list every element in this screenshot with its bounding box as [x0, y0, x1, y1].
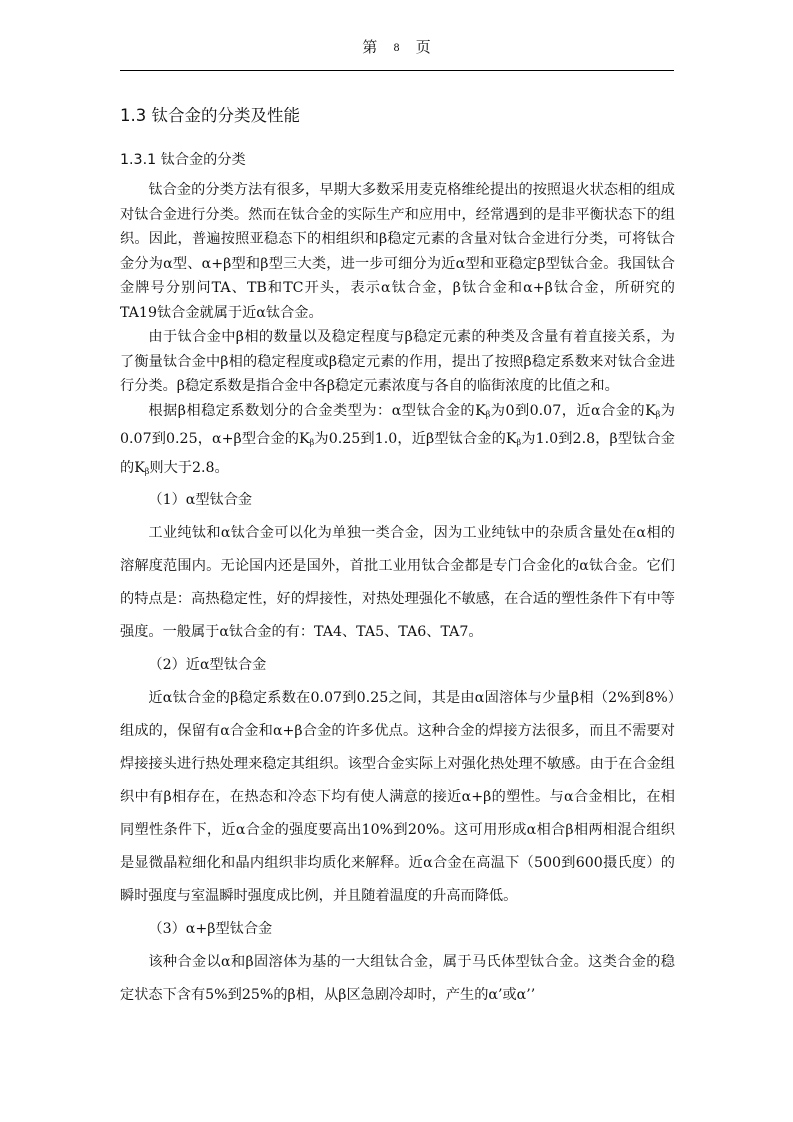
list-item-near-alpha: （2）近α型钛合金 — [148, 657, 267, 673]
subscript-beta: β — [144, 466, 150, 476]
subscript-beta: β — [309, 438, 315, 447]
paragraph-near-alpha-alloy: 近α钛合金的β稳定系数在0.07到0.25之间，其是由α固溶体与少量β相（2%到8%）组成的，保留有α合金和α+β合金的许多优点。这种合金的焊接方法很多，而且不需要对焊接接头进行热处理来稳定其组织。该型合金实际上对强化热处理不敏感。由于在合金组织中有β相存在，在热态和冷态下均有使人满意的接近α+β的塑性。与α合金相比，在相同塑性条件下，近α合金的强度要高出10%到20%。这可用形成α相合β相两相混合组织是显微晶粒细化和晶内组织非均质化来解释。近α合金在高温下（500到600摄氏度）的瞬时强度与室温瞬时强度成比例，并且随着温度的升高而降低。 — [120, 690, 675, 904]
paragraph-alpha-alloy: 工业纯钛和α钛合金可以化为单独一类合金，因为工业纯钛中的杂质含量处在α相的溶解度范围内。无论国内还是国外，首批工业用钛合金都是专门合金化的α钛合金。它们的特点是：高热稳定性，好的焊接性，对热处理强化不敏感，在合适的塑性条件下有中等强度。一般属于α钛合金的有：TA4、TA5、TA6、TA7。 — [120, 525, 675, 640]
text-segment: 为0.07到0.25，α+β型合金的K — [120, 402, 675, 447]
list-item-alpha-beta: （3）α+β型钛合金 — [148, 921, 273, 937]
subscript-beta: β — [516, 438, 522, 447]
paragraph-alpha-beta-alloy: 该种合金以α和β固溶体为基的一大组钛合金，属于马氏体型钛合金。这类合金的稳定状态下含有5%到25%的β相，从β区急剧冷却时，产生的α’或α’’ — [120, 954, 675, 1003]
paragraph-alloy-types — [120, 399, 675, 485]
header-right: 页 — [415, 38, 431, 56]
body-content — [120, 104, 675, 1012]
paragraph-beta-stability: 由于钛合金中β相的数量以及稳定程度与β稳定元素的种类及含量有着直接关系，为了衡量钛合金中β相的稳定程度或β稳定元素的作用，提出了按照β稳定系数来对钛合金进行分类。β稳定系数是指合金中各β稳定元素浓度与各自的临街浓度的比值之和。 — [120, 329, 675, 394]
text-segment: 则大于2.8。 — [149, 459, 229, 476]
paragraph-classification-methods: 钛合金的分类方法有很多，早期大多数采用麦克格维纶提出的按照退火状态相的组成对钛合金进行分类。然而在钛合金的实际生产和应用中，经常遇到的是非平衡状态下的组织。因此，普遍按照亚稳态下的相组织和β稳定元素的含量对钛合金进行分类，可将钛合金分为α型、α+β型和β型三大类，进一步可细分为近α型和亚稳定β型钛合金。我国钛合金牌号分别问TA、TB和TC开头，表示α钛合金，β钛合金和α+β钛合金，所研究的TA19钛合金就属于近α钛合金。 — [120, 182, 675, 321]
text-segment: 为0到0.07，近α合金的K — [490, 402, 656, 419]
header-rule — [120, 70, 674, 71]
list-item-alpha: （1）α型钛合金 — [148, 492, 253, 508]
section-title: 1.3 钛合金的分类及性能 — [120, 106, 300, 125]
text-segment: 为1.0到2.8，β型钛合金的K — [120, 431, 675, 476]
subscript-beta: β — [485, 409, 491, 419]
page-header — [0, 36, 793, 57]
text-segment: 为0.25到1.0，近β型钛合金的K — [314, 431, 517, 447]
header-left: 第 — [362, 38, 378, 56]
subsection-title: 1.3.1 钛合金的分类 — [120, 152, 246, 168]
subscript-beta: β — [655, 409, 661, 419]
page-number: 8 — [393, 43, 400, 54]
text-segment: 根据β相稳定系数划分的合金类型为：α型钛合金的K — [148, 402, 486, 419]
